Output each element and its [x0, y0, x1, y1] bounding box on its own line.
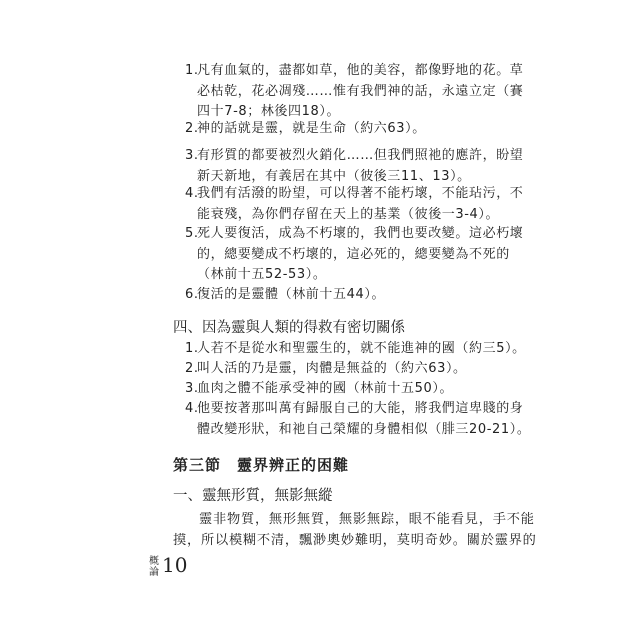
- item-text: 神的話就是靈，就是生命（約六63）。: [197, 121, 426, 136]
- item-number: 1.: [185, 63, 199, 78]
- item-number: 4.: [185, 401, 199, 416]
- section-title: 第三節 靈界辨正的困難: [173, 456, 350, 474]
- body-paragraph: 靈非物質，無形無質，無影無踪，眼不能看見，手不能 摸，所以模糊不清，飄渺奧妙難明，莫明奇妙。關於靈界的: [173, 512, 537, 548]
- item-text: 有形質的都要被烈火銷化……但我們照祂的應許，盼望 新天新地，有義居在其中（彼後三11、13）。: [197, 148, 524, 184]
- subsection-heading: 一、靈無形質，無影無縱: [173, 488, 333, 504]
- item-number: 2.: [185, 361, 199, 376]
- item-text: 他要按著那叫萬有歸服自己的大能，將我們這卑賤的身 體改變形狀，和祂自己榮耀的身體相似（腓三20-21）。: [197, 401, 531, 437]
- section-heading: 四、因為靈與人類的得救有密切關係: [173, 320, 405, 336]
- item-text: 死人要復活，成為不朽壞的，我們也要改變。這必朽壞 的，總要變成不朽壞的，這必死的，總要變為不死的 （林前十五52-53）。: [197, 226, 524, 282]
- item-text: 凡有血氣的，盡都如草，他的美容，都像野地的花。草 必枯乾，花必凋殘……惟有我們神的話，永遠立定（賽 四十7-8；林後四18）。: [197, 63, 524, 119]
- item-number: 3.: [185, 381, 199, 396]
- item-number: 5.: [185, 226, 199, 241]
- item-text: 人若不是從水和聖靈生的，就不能進神的國（約三5）。: [197, 341, 526, 356]
- item-text: 血肉之體不能承受神的國（林前十五50）。: [197, 381, 454, 396]
- item-number: 3.: [185, 148, 199, 163]
- page-number: 10: [162, 553, 188, 577]
- item-number: 6.: [185, 287, 199, 302]
- footer-chapter-label: 概論: [149, 556, 159, 578]
- item-text: 復活的是靈體（林前十五44）。: [197, 287, 386, 302]
- item-text: 叫人活的乃是靈，肉體是無益的（約六63）。: [197, 361, 467, 376]
- item-number: 1.: [185, 341, 199, 356]
- item-number: 2.: [185, 121, 199, 136]
- item-number: 4.: [185, 186, 199, 201]
- item-text: 我們有活潑的盼望，可以得著不能朽壞，不能玷污，不 能衰殘，為你們存留在天上的基業（彼後一3-4）。: [197, 186, 524, 222]
